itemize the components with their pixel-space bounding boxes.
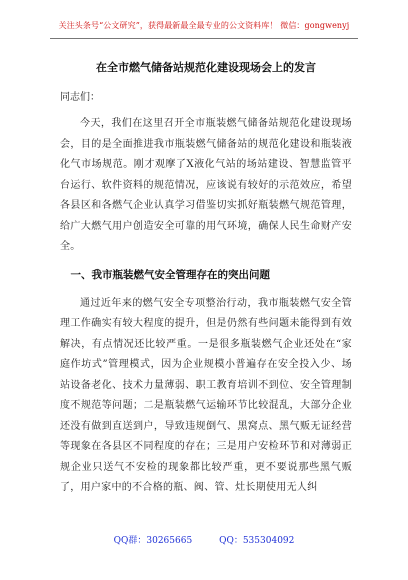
salutation: 同志们： (60, 92, 100, 103)
section-heading-1: 一、我市瓶装燃气安全管理存在的突出问题 (70, 268, 270, 281)
header-divider (50, 38, 358, 39)
footer-contact (0, 533, 408, 546)
header-promo-note: 关注头条号“公文研究”，获得最新最全最专业的公文资料库！ 微信：gongwenyj (58, 21, 350, 30)
footer-qq: QQ：535304092 (219, 536, 295, 546)
document-title: 在全市燃气储备站规范化建设现场会上的发言 (96, 61, 316, 74)
paragraph-problems: 通过近年来的燃气安全专项整治行动，我市瓶装燃气安全管理工作确实有较大程度的提升，但是仍然有些问题未能得到有效解决，有点情况还比较严重。一是很多瓶装燃气企业还处在“家庭作坊式”管理模式，因为企业规模小普遍存在安全投入少、场站设备老化、技术力量薄弱、职工教育培训不到位、安全管理制度不规范等问题；二是瓶装燃气运输环节比较混乱，大部分企业还没有做到直送到户，导致违规倒气、黑窝点、黑气贩无证经营等现象在各县区不同程度的存在；三是用户安检环节和对薄弱正规企业只送气不安检的现象都比较严重，更不要说那些黑气贩了，用户家中的不合格的瓶、阀、管、灶长期使用无人纠 (60, 297, 352, 493)
paragraph-intro: 今天，我们在这里召开全市瓶装燃气储备站规范化建设现场会，目的是全面推进我市瓶装燃气储备站的规范化建设和瓶装液化气市场规范。刚才观摩了X液化气站的场站建设、智慧监管平台运行、软件资料的规范情况，应该说有较好的示范效应，希望各县区和各燃气企业认真学习借鉴切实抓好瓶装燃气规范管理，给广大燃气用户创造安全可靠的用气环境，确保人民生命财产安全。 (60, 118, 352, 252)
footer-qq-group: QQ群：30265665 (113, 536, 193, 546)
document-body (60, 60, 352, 499)
